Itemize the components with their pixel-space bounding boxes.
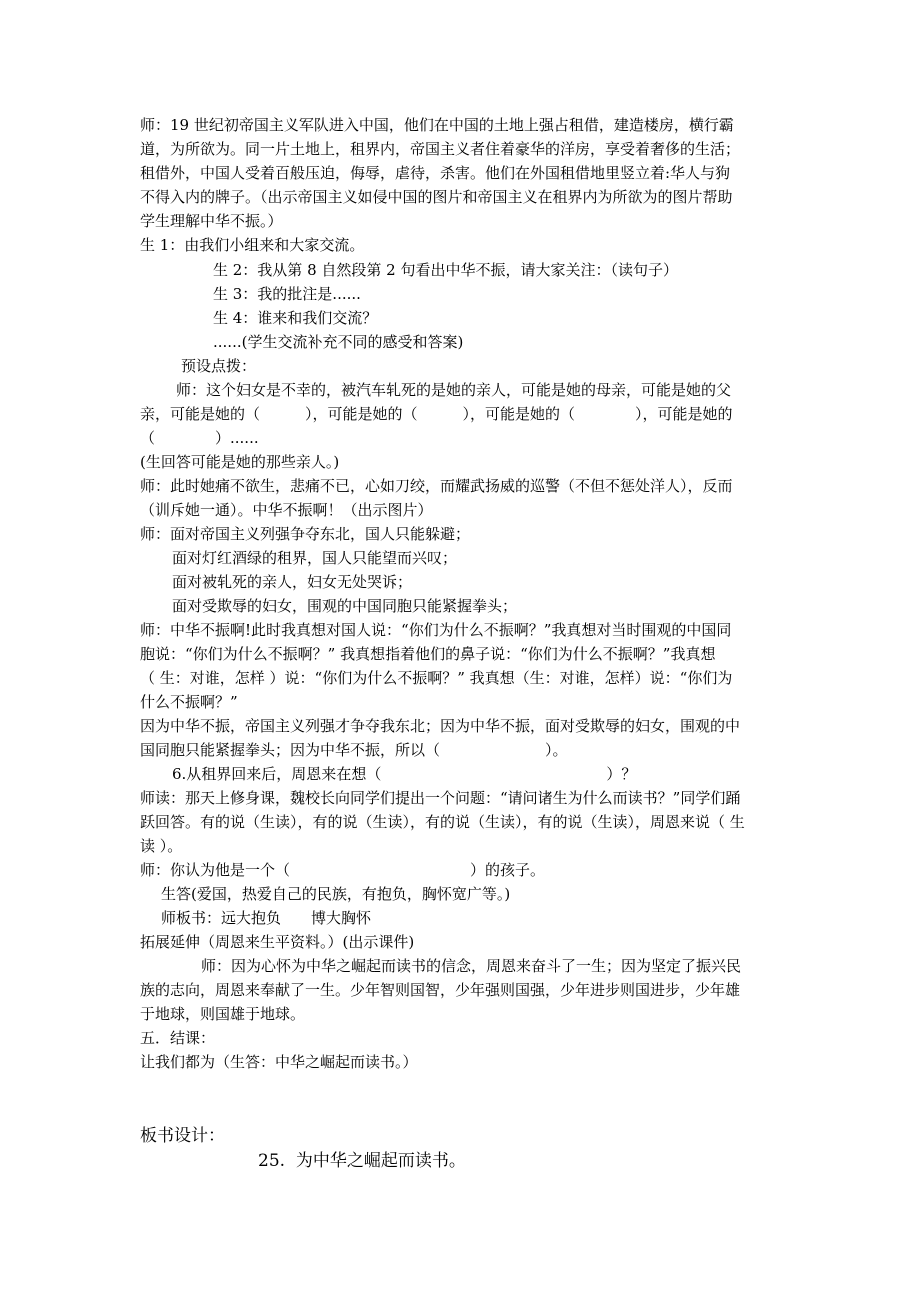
text-line: 6.从租界回来后，周恩来在想（ ）？: [172, 765, 637, 783]
text-line: 面对受欺辱的妇女，围观的中国同胞只能紧握拳头；: [172, 597, 518, 615]
text-line: 师读：那天上修身课，魏校长向同学们提出一个问题：“请问诸生为什么而读书？”同学们踊: [140, 789, 741, 807]
text-line: 面对被轧死的亲人，妇女无处哭诉；: [172, 573, 413, 591]
text-line: 生 4：谁来和我们交流？: [213, 309, 378, 327]
text-line: 生 3：我的批注是......: [213, 285, 361, 303]
text-line: 亲，可能是她的（ ），可能是她的（ ），可能是她的（ ），可能是她的: [140, 405, 733, 423]
text-line: 因为中华不振，帝国主义列强才争夺我东北；因为中华不振，面对受欺辱的妇女，围观的中: [140, 717, 741, 735]
text-line: 预设点拨：: [181, 357, 257, 375]
text-line: ......(学生交流补充不同的感受和答案): [213, 333, 464, 351]
text-line: 让我们都为（生答：中华之崛起而读书。）: [140, 1053, 418, 1071]
text-line: 什么不振啊？”: [140, 693, 238, 711]
text-line: (生回答可能是她的那些亲人。): [140, 453, 340, 471]
text-line: 生答(爱国，热爱自己的民族，有抱负，胸怀宽广等。): [161, 885, 511, 903]
text-line: 胞说：“你们为什么不振啊？” 我真想指着他们的鼻子说：“你们为什么不振啊？”我真想: [140, 645, 716, 663]
text-line: 师：因为心怀为中华之崛起而读书的信念，周恩来奋斗了一生；因为坚定了振兴民: [201, 957, 742, 975]
text-line: 族的志向，周恩来奉献了一生。少年智则国智，少年强则国强，少年进步则国进步，少年雄: [140, 981, 741, 999]
text-line: （ 生：对谁，怎样 ）说：“你们为什么不振啊？” 我真想（生：对谁，怎样）说：“你们为: [140, 669, 733, 687]
text-line: 生 1：由我们小组来和大家交流。: [140, 236, 365, 254]
board-design-heading: 板书设计：: [140, 1126, 225, 1146]
text-line: 师：面对帝国主义列强争夺东北，国人只能躲避；: [140, 525, 471, 543]
text-line: （训斥她一通）。中华不振啊！（出示图片）: [140, 501, 433, 519]
text-line: （ ）......: [140, 429, 259, 447]
text-line: 师：你认为他是一个（ ）的孩子。: [140, 861, 546, 879]
board-design-title: 25. 为中华之崛起而读书。: [258, 1151, 466, 1171]
text-line: 跃回答。有的说（生读），有的说（生读），有的说（生读），有的说（生读），周恩来说（ 生: [140, 813, 745, 831]
text-line: 学生理解中华不振。）: [140, 212, 283, 230]
text-line: 不得入内的牌子。（出示帝国主义如侵中国的图片和帝国主义在租界内为所欲为的图片帮助: [140, 188, 733, 206]
text-line: 师板书：远大抱负 博大胸怀: [161, 909, 372, 927]
text-line: 于地球，则国雄于地球。: [140, 1005, 306, 1023]
text-line: 租借外，中国人受着百般压迫，侮辱，虐待，杀害。他们在外国租借地里竖立着:华人与狗: [140, 164, 731, 182]
text-line: 师：19 世纪初帝国主义军队进入中国，他们在中国的土地上强占租借，建造楼房，横行霸: [140, 116, 734, 134]
text-line: 师：此时她痛不欲生，悲痛不已，心如刀绞，而耀武扬威的巡警（不但不惩处洋人），反而: [140, 477, 733, 495]
text-line: 生 2：我从第 8 自然段第 2 句看出中华不振，请大家关注：（读句子）: [213, 261, 678, 279]
text-line: 师：中华不振啊!此时我真想对国人说：“你们为什么不振啊？”我真想对当时围观的中国同: [140, 621, 732, 639]
text-line: 道，为所欲为。同一片土地上，租界内，帝国主义者住着豪华的洋房，享受着奢侈的生活；: [140, 140, 741, 158]
text-line: 五．结课：: [140, 1029, 216, 1047]
text-line: 国同胞只能紧握拳头；因为中华不振，所以（ ）。: [140, 741, 568, 759]
text-line: 师：这个妇女是不幸的，被汽车轧死的是她的亲人，可能是她的母亲，可能是她的父: [176, 381, 732, 399]
text-line: 拓展延伸（周恩来生平资料。）(出示课件): [140, 933, 415, 951]
text-line: 读 ）。: [140, 837, 183, 855]
text-line: 面对灯红酒绿的租界，国人只能望而兴叹；: [172, 549, 458, 567]
